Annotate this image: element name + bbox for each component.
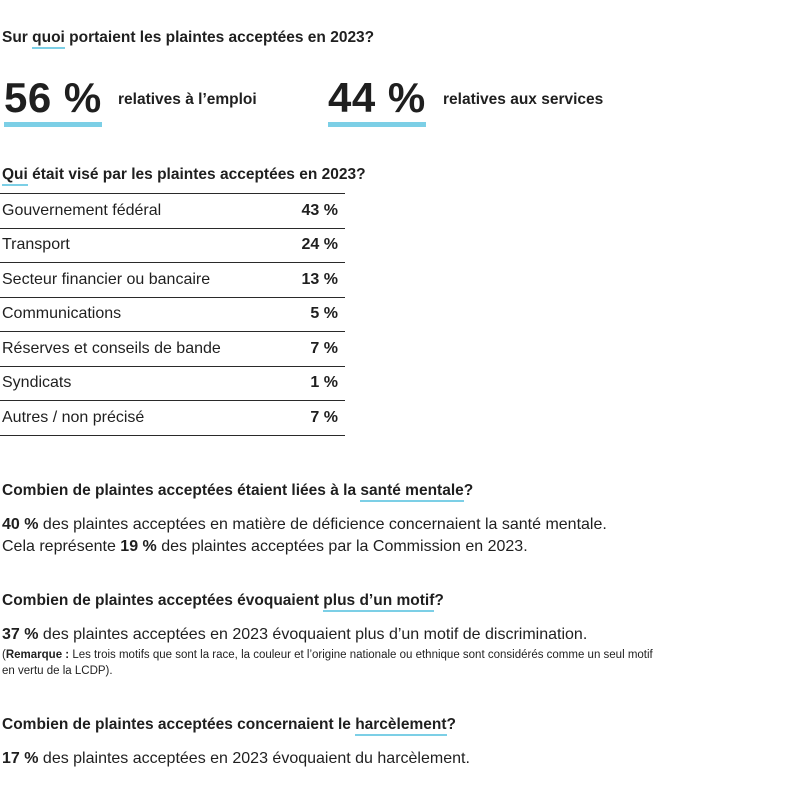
body-text: des plaintes acceptées en 2023 évoquaient plus d’un motif de discrimination. [38, 626, 588, 643]
mental-health-line-1 [2, 515, 607, 535]
heading-multiple-grounds [2, 592, 444, 610]
heading-text: ? [434, 592, 444, 609]
row-value: 24 % [288, 228, 345, 263]
heading-keyword: quoi [32, 29, 65, 49]
heading-respondents [2, 166, 366, 184]
heading-mental-health [2, 482, 473, 500]
heading-text: Combien de plaintes acceptées évoquaient [2, 592, 324, 609]
note-label: Remarque : [5, 649, 70, 661]
heading-keyword: Qui [2, 166, 28, 186]
heading-keyword: plus d’un motif [323, 592, 434, 612]
row-value: 7 % [288, 401, 345, 436]
table-row [0, 366, 345, 401]
table-row [0, 194, 345, 229]
row-label: Autres / non précisé [0, 401, 288, 436]
percent-value: 37 % [2, 626, 39, 643]
remark-note-line-2: en vertu de la LCDP). [2, 665, 113, 677]
note-text: Les trois motifs que sont la race, la couleur et l’origine nationale ou ethnique sont considérés comme un seul motif [69, 649, 653, 661]
harassment-line [2, 749, 470, 769]
row-value: 7 % [288, 332, 345, 367]
multiple-grounds-line [2, 625, 587, 645]
heading-text: ? [463, 482, 474, 499]
heading-text: Combien de plaintes acceptées étaient liées à la [2, 482, 361, 499]
percent-value: 40 % [2, 516, 39, 533]
body-text: Cela représente [2, 538, 121, 555]
heading-text: était visé par les plaintes acceptées en 2023? [27, 166, 366, 183]
row-label: Syndicats [0, 366, 288, 401]
row-label: Secteur financier ou bancaire [0, 263, 288, 298]
heading-subject [2, 29, 374, 47]
body-text: des plaintes acceptées par la Commission en 2023. [156, 538, 528, 555]
mental-health-line-2 [2, 537, 528, 557]
percent-value: 19 % [120, 538, 157, 555]
body-text: des plaintes acceptées en 2023 évoquaient du harcèlement. [38, 750, 470, 767]
heading-text: Sur [2, 29, 33, 46]
note-paren: ( [2, 649, 6, 661]
body-text: des plaintes acceptées en matière de déficience concernaient la santé mentale. [38, 516, 607, 533]
heading-harassment [2, 716, 456, 734]
heading-text: ? [446, 716, 456, 733]
heading-text: portaient les plaintes acceptées en 2023? [64, 29, 375, 46]
row-value: 13 % [288, 263, 345, 298]
stat-services-value: 44 % [328, 76, 426, 127]
row-label: Transport [0, 228, 288, 263]
respondents-table [0, 193, 345, 436]
row-label: Gouvernement fédéral [0, 194, 288, 229]
heading-keyword: santé mentale [360, 482, 463, 502]
stat-employment-value: 56 % [4, 76, 102, 127]
heading-keyword: harcèlement [355, 716, 446, 736]
stat-services-label: relatives aux services [443, 91, 604, 108]
percent-value: 17 % [2, 750, 39, 767]
remark-note-line-1 [2, 647, 653, 663]
table-row [0, 228, 345, 263]
row-label: Communications [0, 297, 288, 332]
row-value: 1 % [288, 366, 345, 401]
heading-text: Combien de plaintes acceptées concernaient le [2, 716, 356, 733]
row-value: 43 % [288, 194, 345, 229]
table-row [0, 332, 345, 367]
row-value: 5 % [288, 297, 345, 332]
table-row [0, 297, 345, 332]
stat-employment-label: relatives à l’emploi [118, 91, 257, 108]
row-label: Réserves et conseils de bande [0, 332, 288, 367]
table-row [0, 401, 345, 436]
table-row [0, 263, 345, 298]
